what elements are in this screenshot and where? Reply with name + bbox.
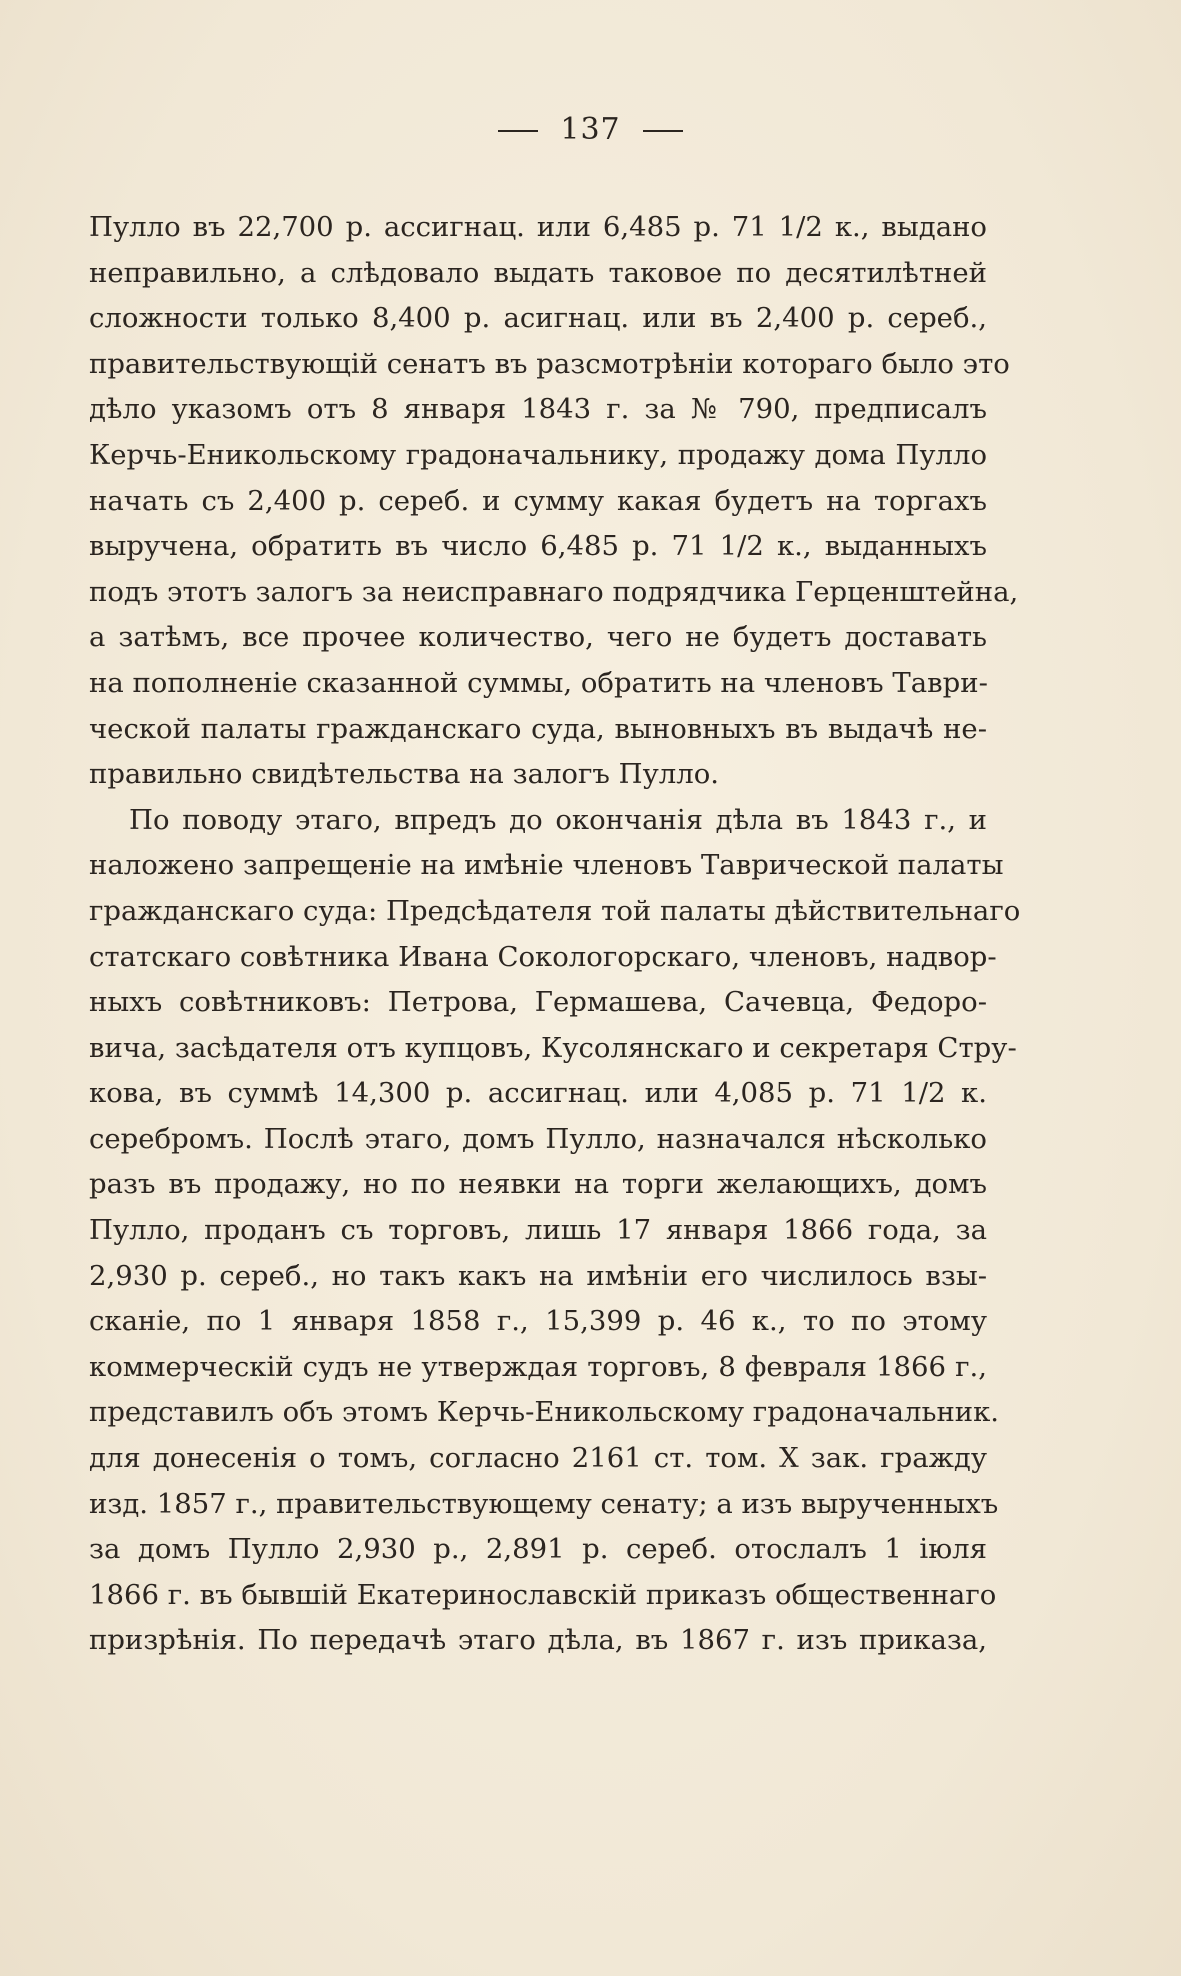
text-line: за домъ Пулло 2,930 р., 2,891 р. сереб. отослалъ 1 іюля bbox=[89, 1533, 987, 1566]
text-line: статскаго совѣтника Ивана Сокологорскаго, членовъ, надвор- bbox=[89, 940, 997, 973]
text-line: сложности только 8,400 р. асигнац. или въ 2,400 р. сереб., bbox=[89, 302, 987, 335]
text-line: наложено запрещеніе на имѣніе членовъ Таврической палаты bbox=[89, 849, 1004, 882]
text-line: По поводу этаго, впредъ до окончанія дѣла въ 1843 г., и bbox=[129, 803, 987, 836]
text-line: правительствующій сенатъ въ разсмотрѣніи котораго было это bbox=[89, 347, 1010, 380]
text-line: Керчь-Еникольскому градоначальнику, продажу дома Пулло bbox=[89, 438, 987, 471]
text-line: 2,930 р. сереб., но такъ какъ на имѣніи его числилось взы- bbox=[89, 1259, 987, 1292]
text-line: правильно свидѣтельства на залогъ Пулло. bbox=[89, 758, 720, 791]
page-number: 137 bbox=[560, 112, 621, 147]
text-line: изд. 1857 г., правительствующему сенату; а изъ вырученныхъ bbox=[89, 1487, 999, 1520]
text-line: ческой палаты гражданскаго суда, выновныхъ въ выдачѣ не- bbox=[89, 712, 987, 745]
text-line: начать съ 2,400 р. сереб. и сумму какая будетъ на торгахъ bbox=[89, 484, 987, 517]
text-line: кова, въ суммѣ 14,300 р. ассигнац. или 4,085 р. 71 1/2 к. bbox=[89, 1077, 987, 1110]
text-line: на пополненіе сказанной суммы, обратить на членовъ Таври- bbox=[89, 666, 988, 699]
text-line: призрѣнія. По передачѣ этаго дѣла, въ 1867 г. изъ приказа, bbox=[89, 1624, 987, 1657]
text-line: неправильно, а слѣдовало выдать таковое по десятилѣтней bbox=[89, 256, 987, 289]
text-line: Пулло въ 22,700 р. ассигнац. или 6,485 р. 71 1/2 к., выдано bbox=[89, 211, 987, 243]
text-line: дѣло указомъ отъ 8 января 1843 г. за № 790, предписалъ bbox=[89, 393, 987, 426]
header-dash-left bbox=[498, 130, 538, 132]
body-text bbox=[89, 205, 1021, 1664]
text-line: гражданскаго суда: Предсѣдателя той палаты дѣйствительнаго bbox=[89, 894, 1021, 927]
text-line: серебромъ. Послѣ этаго, домъ Пулло, назначался нѣсколько bbox=[89, 1122, 987, 1155]
text-line: 1866 г. въ бывшій Екатеринославскій приказъ общественнаго bbox=[89, 1578, 997, 1611]
text-line: ныхъ совѣтниковъ: Петрова, Гермашева, Сачевца, Федоро- bbox=[89, 986, 987, 1019]
text-line: выручена, обратить въ число 6,485 р. 71 1/2 к., выданныхъ bbox=[89, 530, 987, 563]
page-header bbox=[0, 112, 1181, 147]
header-dash-right bbox=[643, 130, 683, 132]
text-line: для донесенія о томъ, согласно 2161 ст. том. X зак. гражду bbox=[89, 1442, 987, 1475]
text-line: Пулло, проданъ съ торговъ, лишь 17 января 1866 года, за bbox=[89, 1214, 987, 1247]
text-line: коммерческій судъ не утверждая торговъ, 8 февраля 1866 г., bbox=[89, 1350, 987, 1383]
text-line: вича, засѣдателя отъ купцовъ, Кусолянскаго и секретаря Стру- bbox=[89, 1031, 1017, 1064]
text-line: разъ въ продажу, но по неявки на торги желающихъ, домъ bbox=[89, 1168, 987, 1201]
text-line: подъ этотъ залогъ за неисправнаго подрядчика Герценштейна, bbox=[89, 575, 1019, 608]
text-line: представилъ объ этомъ Керчь-Еникольскому градоначальник. bbox=[89, 1396, 1000, 1429]
text-line: сканіе, по 1 января 1858 г., 15,399 р. 46 к., то по этому bbox=[89, 1305, 987, 1338]
text-line: а затѣмъ, все прочее количество, чего не будетъ доставать bbox=[89, 621, 987, 654]
